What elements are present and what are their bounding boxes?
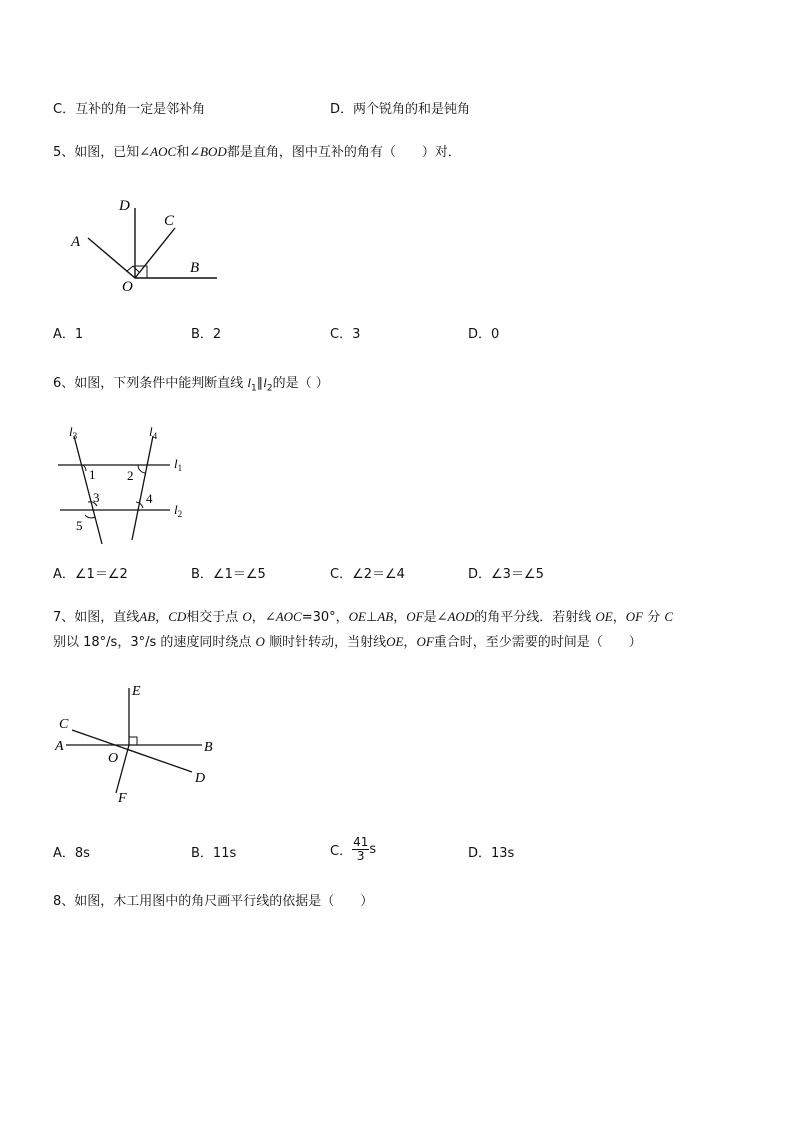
q5-option-c: C．3 — [330, 327, 361, 342]
q6-label-l1: $l_1$ — [174, 456, 183, 473]
q5-option-d: D．0 — [468, 327, 500, 342]
q6-angle-4-label: 4 — [146, 491, 153, 506]
q7-label-a: A — [55, 739, 64, 754]
q5-option-a: A．1 — [53, 327, 84, 342]
q6-angle-5-label: 5 — [76, 518, 83, 533]
q5-ray-oa — [88, 238, 135, 278]
q7-label-c: C — [59, 717, 69, 732]
q6-option-b: B．∠1＝∠5 — [191, 567, 266, 582]
q5-stem: 5、如图，已知∠AOC和∠BOD都是直角，图中互补的角有（ ）对． — [53, 144, 461, 160]
q7-stem-line2: 别以 18°/s，3°/s 的速度同时绕点 O 顺时针转动，当射线OE，OF重合时，至少需要的时间是（ ） — [53, 634, 642, 650]
q5-right-angle-mark-2 — [127, 266, 139, 272]
q8-stem: 8、如图，木工用图中的角尺画平行线的依据是（ ） — [53, 894, 374, 909]
q5-option-b: B．2 — [191, 327, 222, 342]
q5-label-o: O — [122, 279, 133, 295]
q6-label-l3: $l_3$ — [69, 424, 78, 441]
q7-option-c: C． $\frac{41}{3}$ s — [330, 835, 377, 863]
q7-label-o: O — [108, 751, 119, 766]
q5-label-b: B — [190, 260, 200, 276]
q5-figure — [60, 190, 230, 300]
q7-label-d: D — [195, 771, 206, 786]
q6-label-l2: $l_2$ — [174, 502, 183, 519]
q7-stem-line1: 7、如图，直线AB，CD相交于点 O，∠AOC=30°，OE⊥AB，OF是∠AOD的角平分线．若射线 OE，OF 分 C — [53, 609, 674, 625]
q5-label-a: A — [71, 234, 81, 250]
q6-stem: 6、如图，下列条件中能判断直线 $l_1\parallel l_2$的是（ ） — [53, 375, 329, 394]
q6-label-l4: $l_4$ — [149, 424, 158, 441]
q6-figure — [52, 422, 202, 550]
q6-option-c: C．∠2＝∠4 — [330, 567, 405, 582]
q7-option-b: B．11s — [191, 846, 237, 861]
q6-angle-3-label: 3 — [93, 490, 100, 505]
q6-option-d: D．∠3＝∠5 — [468, 567, 544, 582]
q7-option-c-fraction: $\frac{41}{3}$ — [353, 835, 369, 863]
q7-option-a: A．8s — [53, 846, 90, 861]
q6-angle-5-arc — [85, 515, 95, 518]
q7-right-angle-mark — [129, 737, 137, 745]
q7-option-d: D．13s — [468, 846, 515, 861]
q6-line-l4 — [132, 436, 153, 540]
q4-option-d: D．两个锐角的和是钝角 — [330, 102, 471, 117]
q6-option-a: A．∠1＝∠2 — [53, 567, 128, 582]
q6-angle-2-arc — [138, 465, 145, 473]
q7-label-f: F — [118, 791, 127, 806]
q7-line-cd — [72, 730, 192, 772]
q7-figure — [50, 680, 230, 810]
q4-option-c: C．互补的角一定是邻补角 — [53, 102, 206, 117]
q5-ray-oc — [135, 228, 175, 278]
q7-label-e: E — [132, 684, 141, 699]
q5-label-d: D — [119, 198, 130, 214]
q7-label-b: B — [204, 740, 213, 755]
q5-label-c: C — [164, 213, 175, 229]
q6-angle-1-label: 1 — [89, 467, 96, 482]
q6-angle-2-label: 2 — [127, 468, 134, 483]
